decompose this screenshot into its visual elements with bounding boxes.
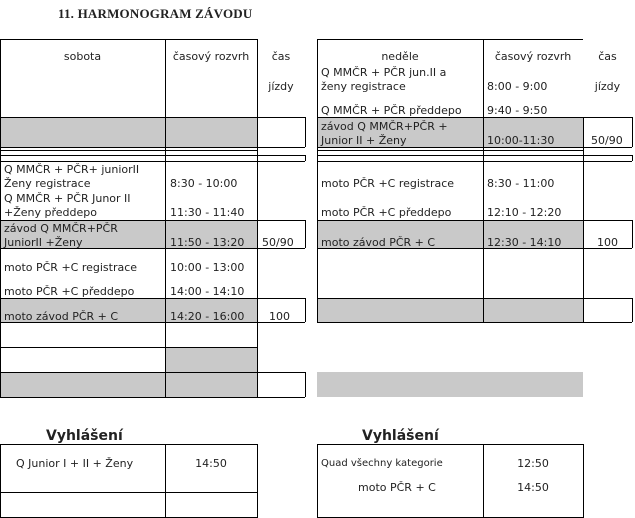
- row-time: 12:10 - 12:20: [487, 206, 562, 219]
- page-title: 11. HARMONOGRAM ZÁVODU: [58, 6, 253, 21]
- awards-row-time: 12:50: [517, 457, 549, 470]
- header-cas: čas: [598, 50, 617, 63]
- row-label: Q MMČR + PČR+ juniorII: [4, 163, 140, 176]
- header-time: časový rozvrh: [494, 50, 572, 63]
- row-label: Q MMČR + PČR předdepo: [321, 104, 462, 117]
- gray-band: [0, 117, 257, 147]
- awards-row-label: Quad všechny kategorie: [321, 458, 443, 469]
- row-label: moto závod PČR + C: [321, 236, 436, 249]
- row-duration: 100: [597, 236, 618, 249]
- row-duration: 50/90: [591, 134, 623, 147]
- row-time: 11:30 - 11:40: [170, 206, 245, 219]
- awards-row-time: 14:50: [195, 457, 227, 470]
- gray-band: [0, 372, 257, 397]
- row-duration: 50/90: [262, 236, 294, 249]
- row-label: moto PČR +C předdepo: [4, 285, 135, 298]
- row-time: 10:00-11:30: [487, 134, 555, 147]
- header-day: sobota: [63, 50, 102, 63]
- row-label: Q MMČR + PČR Junor II: [4, 192, 131, 205]
- row-time: 8:00 - 9:00: [487, 80, 548, 93]
- awards-title: Vyhlášení: [46, 428, 123, 444]
- row-label: Ženy registrace: [4, 177, 91, 190]
- gray-band: [317, 298, 583, 322]
- row-label: moto PČR +C registrace: [321, 177, 455, 190]
- header-cas: čas: [271, 50, 291, 63]
- awards-title: Vyhlášení: [362, 428, 439, 444]
- row-time: 14:20 - 16:00: [170, 310, 245, 323]
- awards-row-label: Q Junior I + II + Ženy: [16, 457, 134, 470]
- header-day: neděle: [381, 50, 419, 63]
- row-time: 10:00 - 13:00: [170, 261, 245, 274]
- row-label: moto PČR +C registrace: [4, 261, 138, 274]
- awards-row-time: 14:50: [517, 481, 549, 494]
- row-label: moto závod PČR + C: [4, 310, 119, 323]
- row-label: Q MMČR + PČR jun.II a: [321, 66, 447, 79]
- row-time: 9:40 - 9:50: [487, 104, 548, 117]
- row-duration: 100: [269, 310, 290, 323]
- header-jizdy: jízdy: [268, 80, 294, 93]
- row-label: ženy registrace: [321, 80, 406, 93]
- row-label: moto PČR +C předdepo: [321, 206, 452, 219]
- header-time: časový rozvrh: [172, 50, 250, 63]
- row-time: 8:30 - 11:00: [487, 177, 555, 190]
- row-label: JuniorII +Ženy: [4, 236, 83, 249]
- row-label: závod Q MMČR+PČR +: [321, 120, 448, 133]
- header-jizdy: jízdy: [594, 80, 621, 93]
- awards-row-label: moto PČR + C: [358, 481, 436, 494]
- row-time: 12:30 - 14:10: [487, 236, 562, 249]
- row-label: +Ženy předdepo: [4, 206, 97, 219]
- gray-band: [165, 347, 257, 372]
- row-label: závod Q MMČR+PČR: [4, 222, 118, 235]
- gray-band: [317, 372, 583, 397]
- row-label: Junior II + Ženy: [321, 134, 407, 147]
- row-time: 14:00 - 14:10: [170, 285, 245, 298]
- row-time: 8:30 - 10:00: [170, 177, 238, 190]
- row-time: 11:50 - 13:20: [170, 236, 245, 249]
